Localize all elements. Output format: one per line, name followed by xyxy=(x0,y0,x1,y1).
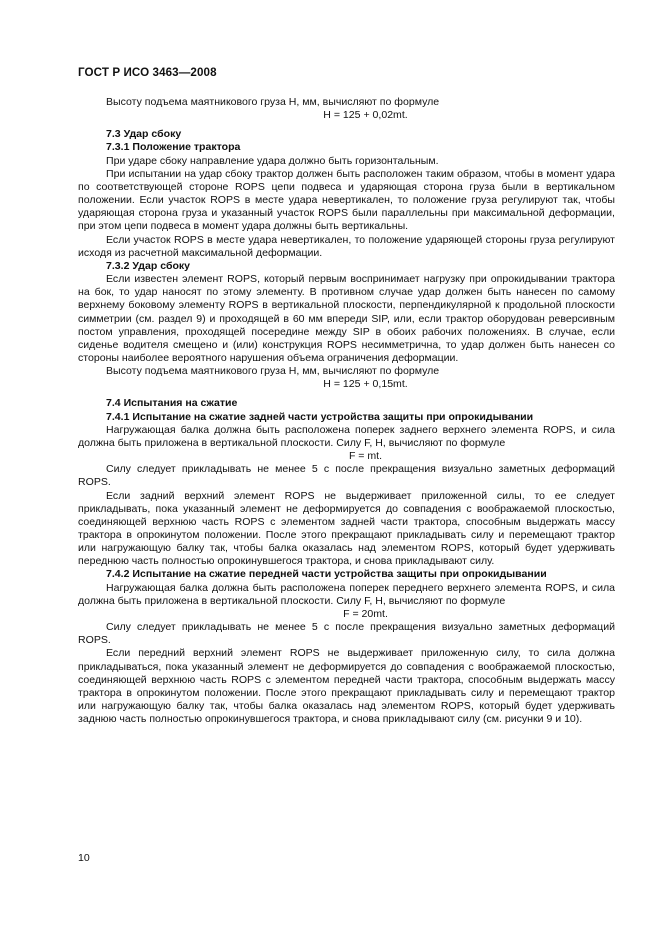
formula: H = 125 + 0,15mt. xyxy=(323,378,408,391)
page-content xyxy=(78,96,615,726)
section-heading: 7.4.2 Испытание на сжатие передней части устройства защиты при опрокидывании xyxy=(106,568,547,581)
section-heading: 7.4 Испытания на сжатие xyxy=(106,397,238,410)
formula: H = 125 + 0,02mt. xyxy=(323,109,408,122)
paragraph: Если передний верхний элемент ROPS не выдерживает приложенную силу, то сила должна прикладываться, пока указанный элемент не деформируется до совпадения с воображаемой плоскостью, соединяющей верхнюю часть ROPS с элементом передней части трактора, способным выдержать массу трактора в опрокинутом положении. После этого прекращают прикладывать силу и перемещают трактор или нагружающую балку так, чтобы балка оказалась над элементом ROPS, который будет удерживать заднюю часть полностью опрокинувшегося трактора, и снова прикладывают силу (см. рисунки 9 и 10). xyxy=(78,647,615,726)
section-heading: 7.3 Удар сбоку xyxy=(106,128,182,141)
paragraph: Нагружающая балка должна быть расположена поперек переднего верхнего элемента ROPS, и сила должна быть приложена в вертикальной плоскости. Силу F, Н, вычисляют по формуле xyxy=(78,581,615,607)
paragraph: Если известен элемент ROPS, который первым воспринимает нагрузку при опрокидывании трактора на бок, то удар наносят по этому элементу. В противном случае удар должен быть нанесен по самому верхнему боковому элементу ROPS в вертикальной плоскости, перпендикулярной к продольной плоскости симметрии (см. раздел 9) и проходящей в 60 мм впереди SIP, или, если трактор оборудован реверсивным постом управления, проходящей посередине между SIP в обоих рабочих положениях. В случае, если сиденье водителя смещено и (или) конструкция ROPS несимметрична, то удар должен быть нанесен со стороны наиболее вероятного нарушения объема ограничения деформации. xyxy=(78,273,615,364)
paragraph: При испытании на удар сбоку трактор должен быть расположен таким образом, чтобы в момент удара по соответствующей стороне ROPS цепи подвеса и ударяющая сторона груза были в вертикальном положении. Если участок ROPS в месте удара невертикален, то положение груза регулируют так, чтобы ударяющая сторона груза и указанный участок ROPS были параллельны при максимальной деформации, при этом цепи подвеса в момент удара должны быть вертикальны. xyxy=(78,167,615,233)
paragraph: Если участок ROPS в месте удара невертикален, то положение ударяющей стороны груза регулируют исходя из расчетной максимальной деформации. xyxy=(78,233,615,259)
paragraph: Нагружающая балка должна быть расположена поперек заднего верхнего элемента ROPS, и сила должна быть приложена в вертикальной плоскости. Силу F, Н, вычисляют по формуле xyxy=(78,423,615,449)
formula: F = 20mt. xyxy=(343,607,388,620)
section-heading: 7.3.2 Удар сбоку xyxy=(106,259,191,272)
paragraph: Высоту подъема маятникового груза H, мм, вычисляют по формуле xyxy=(106,96,440,108)
paragraph: Силу следует прикладывать не менее 5 с после прекращения визуально заметных деформаций ROPS. xyxy=(78,463,615,489)
paragraph: Если задний верхний элемент ROPS не выдерживает приложенной силы, то ее следует прикладывать, пока указанный элемент не деформируется до совпадения с воображаемой плоскостью, соединяющей верхнюю часть ROPS с элементом задней части трактора, способным выдержать массу трактора в опрокинутом положении. После этого прекращают прикладывать силу и перемещают трактор или нагружающую балку так, чтобы балка оказалась над элементом ROPS, который будет удерживать переднюю часть полностью опрокинувшегося трактора, и снова прикладывают силу. xyxy=(78,489,615,568)
formula: F = mt. xyxy=(348,450,383,463)
paragraph: Высоту подъема маятникового груза H, мм, вычисляют по формуле xyxy=(106,365,440,378)
paragraph: Силу следует прикладывать не менее 5 с после прекращения визуально заметных деформаций ROPS. xyxy=(78,621,615,647)
paragraph: При ударе сбоку направление удара должно быть горизонтальным. xyxy=(106,154,439,167)
section-heading: 7.3.1 Положение трактора xyxy=(106,141,241,154)
page-number: 10 xyxy=(78,852,90,864)
page-header: ГОСТ Р ИСО 3463—2008 xyxy=(78,66,217,79)
section-heading: 7.4.1 Испытание на сжатие задней части устройства защиты при опрокидывании xyxy=(106,410,534,423)
